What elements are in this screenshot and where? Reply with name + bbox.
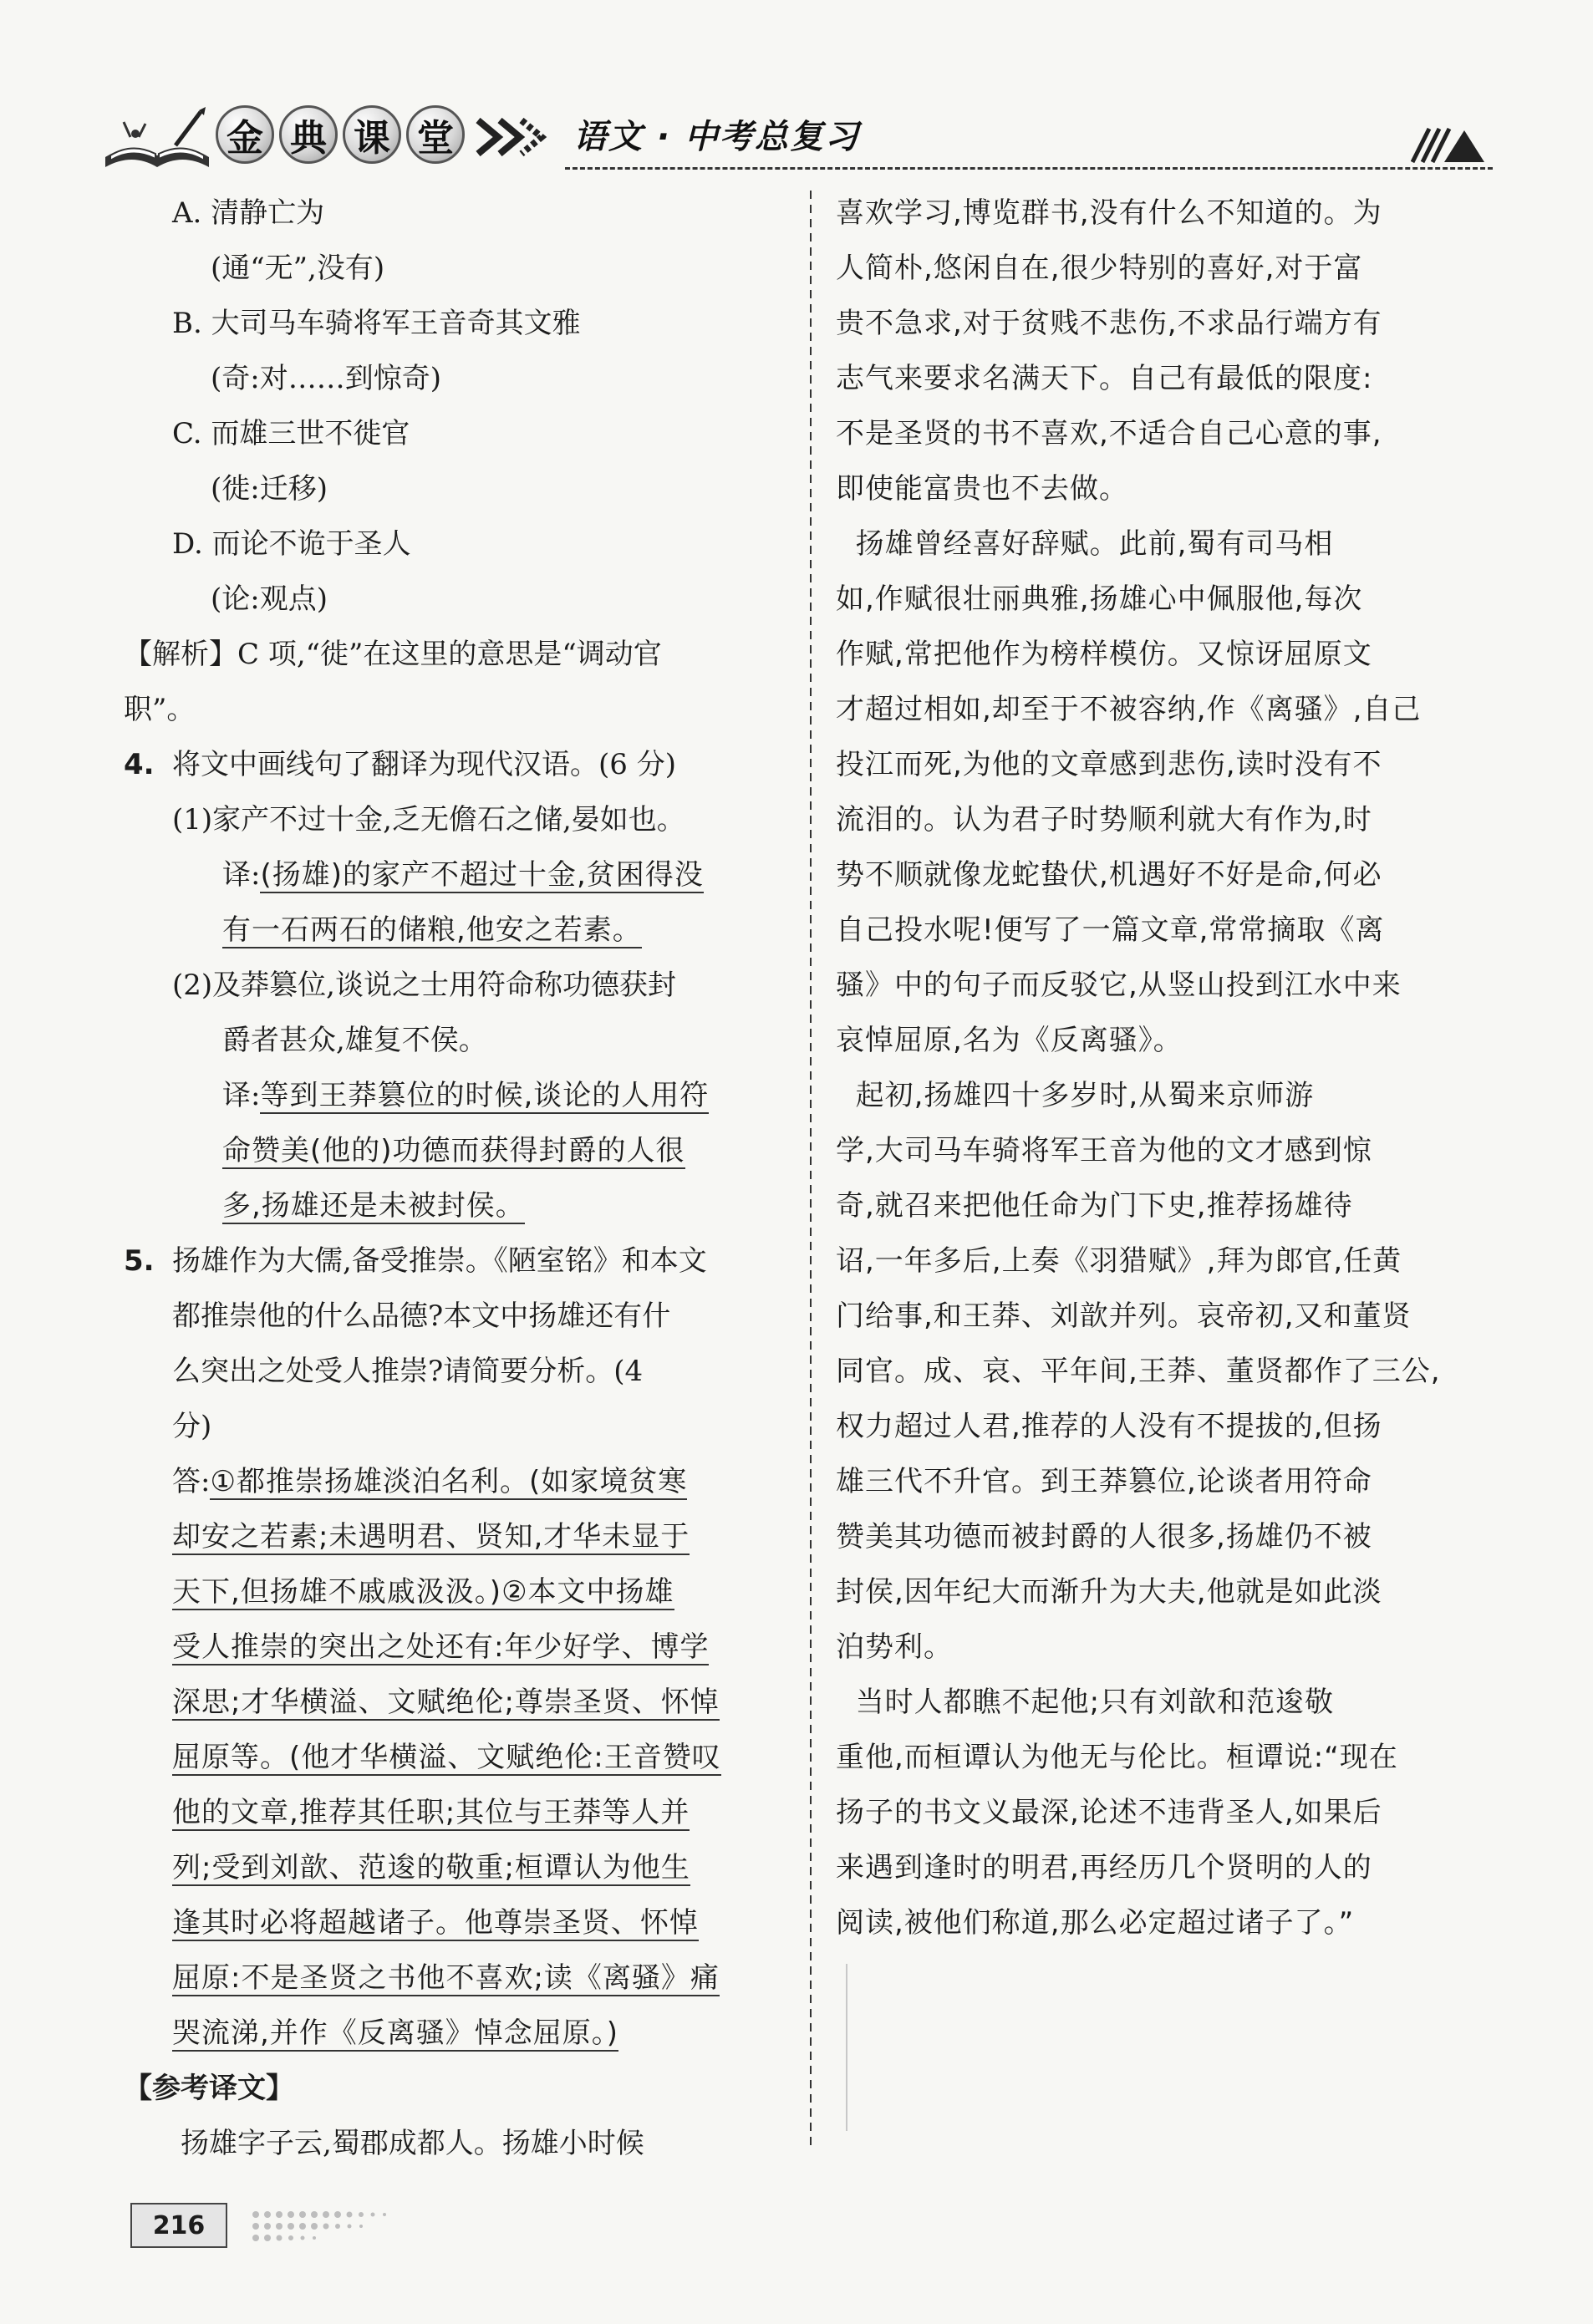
translation-line: 喜欢学习,博览群书,没有什么不知道的。为 bbox=[836, 196, 1382, 230]
line-text: 扬雄字子云,蜀郡成都人。扬雄小时候 bbox=[181, 2127, 644, 2160]
left-line bbox=[124, 1509, 784, 1564]
answer-label: 译: bbox=[222, 1079, 261, 1112]
brand-char: 典 bbox=[279, 105, 338, 164]
underlined-answer: 逢其时必将超越诸子。他尊崇圣贤、怀悼 bbox=[172, 1906, 699, 1940]
left-line bbox=[124, 572, 784, 627]
translation-line: 人简朴,悠闲自在,很少特别的喜好,对于富 bbox=[836, 252, 1363, 285]
line-text: B. 大司马车骑将军王音奇其文雅 bbox=[172, 307, 581, 340]
line-text: 职”。 bbox=[124, 693, 196, 726]
column-divider bbox=[802, 191, 819, 2146]
left-line bbox=[124, 737, 784, 792]
underlined-answer: 列;受到刘歆、范逡的敬重;桓谭认为他生 bbox=[172, 1851, 690, 1884]
brand-title bbox=[216, 105, 465, 164]
underlined-answer: 屈原等。(他才华横溢、文赋绝伦:王音赞叹 bbox=[172, 1741, 721, 1774]
left-line bbox=[124, 1895, 784, 1950]
line-text: (2)及莽篡位,谈说之士用符命称功德获封 bbox=[172, 969, 676, 1002]
translation-line: 阅读,被他们称道,那么必定超过诸子了。” bbox=[836, 1906, 1355, 1940]
translation-line: 泊势利。 bbox=[836, 1630, 953, 1664]
underlined-answer: 有一石两石的储粮,他安之若素。 bbox=[222, 913, 642, 947]
underlined-answer: 哭流涕,并作《反离骚》悼念屈原。) bbox=[172, 2016, 619, 2050]
question-number: 5. bbox=[124, 1244, 155, 1278]
underlined-answer: 屈原:不是圣贤之书他不喜欢;读《离骚》痛 bbox=[172, 1961, 720, 1995]
line-text: 【解析】C 项,“徙”在这里的意思是“调动官 bbox=[124, 638, 662, 671]
translation-line: 哀悼屈原,名为《反离骚》。 bbox=[836, 1024, 1183, 1057]
left-line bbox=[124, 1620, 784, 1675]
left-line bbox=[124, 351, 784, 406]
brand-char: 堂 bbox=[406, 105, 465, 164]
translation-line: 贵不急求,对于贫贱不悲伤,不求品行端方有 bbox=[836, 307, 1382, 340]
translation-line: 奇,就召来把他任命为门下史,推荐扬雄待 bbox=[836, 1189, 1353, 1223]
left-line bbox=[124, 1399, 784, 1454]
subject-title: 语文 · 中考总复习 bbox=[573, 118, 861, 156]
left-line bbox=[124, 903, 784, 958]
line-text: (论:观点) bbox=[211, 582, 328, 616]
translation-line: 流泪的。认为君子时势顺利就大有作为,时 bbox=[836, 803, 1372, 837]
left-line bbox=[124, 1840, 784, 1895]
double-chevron-icon bbox=[473, 114, 565, 160]
underlined-answer: 命赞美(他的)功德而获得封爵的人很 bbox=[222, 1134, 685, 1167]
left-line bbox=[124, 1950, 784, 2006]
left-line bbox=[124, 241, 784, 296]
line-text: (徙:迁移) bbox=[211, 472, 328, 506]
translation-line: 雄三代不升官。到王莽篡位,论谈者用符命 bbox=[836, 1465, 1372, 1498]
translation-line: 来遇到逢时的明君,再经历几个贤明的人的 bbox=[836, 1851, 1372, 1884]
translation-line: 扬雄曾经喜好辞赋。此前,蜀有司马相 bbox=[836, 527, 1334, 561]
translation-line: 如,作赋很壮丽典雅,扬雄心中佩服他,每次 bbox=[836, 582, 1363, 616]
left-line bbox=[124, 461, 784, 516]
decorative-dots bbox=[251, 2206, 468, 2243]
translation-line: 当时人都瞧不起他;只有刘歆和范逡敬 bbox=[836, 1686, 1335, 1719]
left-line bbox=[124, 1564, 784, 1620]
underlined-answer: 天下,但扬雄不戚戚汲汲。)②本文中扬雄 bbox=[172, 1575, 674, 1609]
translation-line: 学,大司马车骑将军王音为他的文才感到惊 bbox=[836, 1134, 1372, 1167]
left-line bbox=[124, 516, 784, 572]
translation-line: 门给事,和王莽、刘歆并列。哀帝初,又和董贤 bbox=[836, 1299, 1412, 1333]
line-text: A. 清静亡为 bbox=[172, 196, 325, 230]
left-line bbox=[124, 958, 784, 1013]
left-line bbox=[124, 1785, 784, 1840]
translation-line: 骚》中的句子而反驳它,从竖山投到江水中来 bbox=[836, 969, 1402, 1002]
line-text: (通“无”,没有) bbox=[211, 252, 385, 285]
underlined-answer: 多,扬雄还是未被封侯。 bbox=[222, 1189, 525, 1223]
translation-line: 作赋,常把他作为榜样模仿。又惊讶屈原文 bbox=[836, 638, 1372, 671]
right-column-rule bbox=[846, 1964, 847, 2131]
left-line bbox=[124, 2116, 784, 2171]
line-text: C. 而雄三世不徙官 bbox=[172, 417, 410, 450]
line-text: 扬雄作为大儒,备受推崇。《陋室铭》和本文 bbox=[172, 1244, 707, 1278]
left-line bbox=[124, 1675, 784, 1730]
underlined-answer: 却安之若素;未遇明君、贤知,才华未显于 bbox=[172, 1520, 690, 1554]
underlined-answer: 深思;才华横溢、文赋绝伦;尊崇圣贤、怀悼 bbox=[172, 1686, 720, 1719]
line-text: 分) bbox=[172, 1410, 212, 1443]
stripe-triangle-icon bbox=[1411, 124, 1486, 165]
open-book-icon bbox=[99, 107, 216, 182]
translation-line: 赞美其功德而被封爵的人很多,扬雄仍不被 bbox=[836, 1520, 1372, 1554]
brand-char: 课 bbox=[343, 105, 401, 164]
line-text: D. 而论不诡于圣人 bbox=[172, 527, 411, 561]
left-line bbox=[124, 1068, 784, 1123]
translation-line: 即使能富贵也不去做。 bbox=[836, 472, 1128, 506]
page-header bbox=[99, 99, 1486, 191]
underlined-answer: ①都推崇扬雄淡泊名利。(如家境贫寒 bbox=[210, 1465, 688, 1498]
left-line bbox=[124, 847, 784, 903]
left-line bbox=[124, 682, 784, 737]
right-column bbox=[836, 186, 1488, 1950]
left-line bbox=[124, 1123, 784, 1178]
header-dashed-line bbox=[565, 167, 1493, 170]
answer-label: 译: bbox=[222, 858, 261, 892]
left-line bbox=[124, 792, 784, 847]
translation-line: 不是圣贤的书不喜欢,不适合自己心意的事, bbox=[836, 417, 1382, 450]
left-line bbox=[124, 406, 784, 461]
left-line bbox=[124, 1233, 784, 1289]
translation-line: 起初,扬雄四十多岁时,从蜀来京师游 bbox=[836, 1079, 1315, 1112]
left-line bbox=[124, 2006, 784, 2061]
left-line bbox=[124, 627, 784, 682]
underlined-answer: 他的文章,推荐其任职;其位与王莽等人并 bbox=[172, 1796, 690, 1829]
line-text: 【参考译文】 bbox=[124, 2072, 294, 2105]
line-text: (1)家产不过十金,乏无儋石之储,晏如也。 bbox=[172, 803, 685, 837]
underlined-answer: 等到王莽篡位的时候,谈论的人用符 bbox=[260, 1079, 710, 1112]
translation-line: 投江而死,为他的文章感到悲伤,读时没有不 bbox=[836, 748, 1382, 781]
translation-line: 志气来要求名满天下。自己有最低的限度: bbox=[836, 362, 1373, 395]
line-text: 都推崇他的什么品德?本文中扬雄还有什 bbox=[172, 1299, 671, 1333]
translation-line: 势不顺就像龙蛇蛰伏,机遇好不好是命,何必 bbox=[836, 858, 1382, 892]
page-number: 216 bbox=[130, 2203, 227, 2248]
left-line bbox=[124, 186, 784, 241]
left-line bbox=[124, 296, 784, 351]
translation-line: 同官。成、哀、平年间,王莽、董贤都作了三公, bbox=[836, 1355, 1441, 1388]
left-line bbox=[124, 1344, 784, 1399]
left-line bbox=[124, 2061, 784, 2116]
left-line bbox=[124, 1289, 784, 1344]
brand-char: 金 bbox=[216, 105, 274, 164]
left-column bbox=[124, 186, 784, 2171]
translation-line: 权力超过人君,推荐的人没有不提拔的,但扬 bbox=[836, 1410, 1382, 1443]
left-line bbox=[124, 1454, 784, 1509]
question-number: 4. bbox=[124, 748, 155, 781]
translation-line: 才超过相如,却至于不被容纳,作《离骚》,自己 bbox=[836, 693, 1422, 726]
underlined-answer: (扬雄)的家产不超过十金,贫困得没 bbox=[260, 858, 704, 892]
line-text: 么突出之处受人推崇?请简要分析。(4 bbox=[172, 1355, 644, 1388]
underlined-answer: 受人推崇的突出之处还有:年少好学、博学 bbox=[172, 1630, 710, 1664]
translation-line: 重他,而桓谭认为他无与伦比。桓谭说:“现在 bbox=[836, 1741, 1398, 1774]
line-text: (奇:对……到惊奇) bbox=[211, 362, 441, 395]
answer-label: 答: bbox=[172, 1465, 211, 1498]
left-line bbox=[124, 1730, 784, 1785]
translation-line: 自己投水呢!便写了一篇文章,常常摘取《离 bbox=[836, 913, 1385, 947]
left-line bbox=[124, 1178, 784, 1233]
translation-line: 封侯,因年纪大而渐升为大夫,他就是如此淡 bbox=[836, 1575, 1382, 1609]
translation-line: 诏,一年多后,上奏《羽猎赋》,拜为郎官,任黄 bbox=[836, 1244, 1402, 1278]
line-text: 将文中画线句了翻译为现代汉语。(6 分) bbox=[172, 748, 676, 781]
left-line bbox=[124, 1013, 784, 1068]
line-text: 爵者甚众,雄复不侯。 bbox=[222, 1024, 487, 1057]
translation-line: 扬子的书文义最深,论述不违背圣人,如果后 bbox=[836, 1796, 1382, 1829]
